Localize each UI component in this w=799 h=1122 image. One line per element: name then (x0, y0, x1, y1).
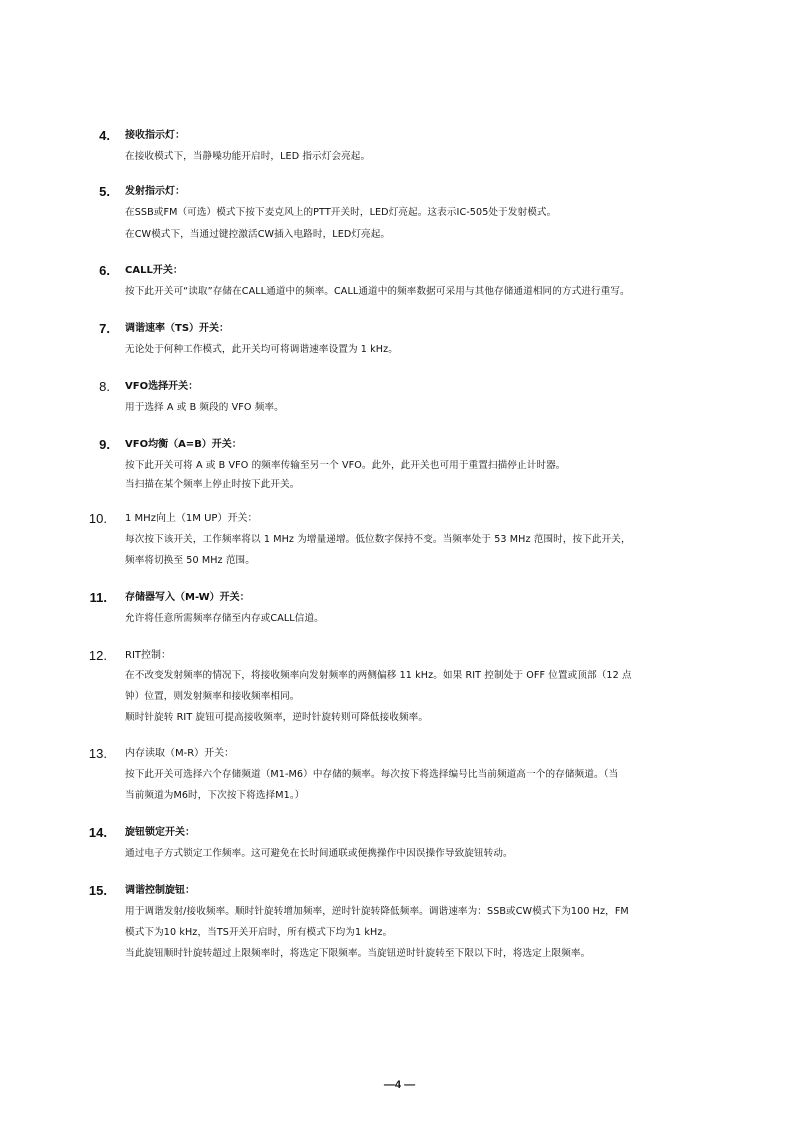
section-text-line: 当此旋钮顺时针旋转超过上限频率时，将选定下限频率。当旋钮逆时针旋转至下限以下时，将选定上限频率。 (125, 948, 591, 959)
section-title: 内存读取（M-R）开关： (125, 748, 235, 759)
section-text-line: 频率将切换至 50 MHz 范围。 (125, 555, 255, 566)
section-number: 12. (88, 648, 107, 663)
section-text-line: 在SSB或FM（可选）模式下按下麦克风上的PTT开关时，LED灯亮起。这表示IC-505处于发射模式。 (125, 207, 557, 218)
section-number: 11. (89, 590, 107, 605)
section-text-line: 按下此开关可“读取”存储在CALL通道中的频率。CALL通道中的频率数据可采用与其他存储通道相同的方式进行重写。 (125, 286, 630, 297)
section-number: 14. (88, 825, 107, 840)
section-number: 6. (99, 263, 110, 278)
section-text-line: 通过电子方式锁定工作频率。这可避免在长时间通联或便携操作中因误操作导致旋钮转动。 (125, 848, 513, 859)
section-number: 5. (99, 184, 110, 199)
section-number: 9. (99, 437, 110, 452)
section-number: 8. (99, 379, 110, 394)
section-text-line: 当前频道为M6时，下次按下将选择M1。） (125, 790, 305, 801)
section-text-line: 钟）位置，则发射频率和接收频率相同。 (125, 691, 300, 702)
section-title: 调谐控制旋钮： (125, 885, 195, 896)
section-title: 旋钮锁定开关： (125, 827, 195, 838)
section-title: VFO选择开关： (125, 381, 199, 392)
section-text-line: 允许将任意所需频率存储至内存或CALL信道。 (125, 613, 324, 624)
section-title: 存储器写入（M-W）开关： (125, 592, 250, 603)
section-title: 发射指示灯： (125, 186, 185, 197)
section-title: RIT控制： (125, 650, 172, 661)
section-title: 接收指示灯： (125, 130, 185, 141)
section-text-line: 在不改变发射频率的情况下，将接收频率向发射频率的两侧偏移 11 kHz。如果 RIT 控制处于 OFF 位置或顶部（12 点 (125, 670, 632, 681)
section-text-line: 每次按下该开关，工作频率将以 1 MHz 为增量递增。低位数字保持不变。当频率处于 53 MHz 范围时，按下此开关， (125, 534, 631, 545)
section-text-line: 按下此开关可将 A 或 B VFO 的频率传输至另一个 VFO。此外，此开关也可用于重置扫描停止计时器。 (125, 460, 566, 471)
section-number: 4. (99, 128, 110, 143)
section-number: 15. (88, 883, 107, 898)
section-text-line: 按下此开关可选择六个存储频道（M1-M6）中存储的频率。每次按下将选择编号比当前频道高一个的存储频道。（当 (125, 769, 619, 780)
section-title: VFO均衡（A=B）开关： (125, 439, 242, 450)
section-text-line: 无论处于何种工作模式，此开关均可将调谐速率设置为 1 kHz。 (125, 344, 398, 355)
section-title: CALL开关： (125, 265, 183, 276)
section-text-line: 当扫描在某个频率上停止时按下此开关。 (125, 479, 300, 490)
section-number: 10. (88, 511, 107, 526)
section-text-line: 顺时针旋转 RIT 旋钮可提高接收频率，逆时针旋转则可降低接收频率。 (125, 712, 429, 723)
section-text-line: 用于调谐发射/接收频率。顺时针旋转增加频率，逆时针旋转降低频率。调谐速率为：SSB或CW模式下为100 Hz，FM (125, 906, 629, 917)
section-title: 1 MHz向上（1M UP）开关： (125, 513, 258, 524)
section-number: 13. (88, 746, 107, 761)
page-number: —4 — (383, 1079, 416, 1091)
section-text-line: 在CW模式下，当通过键控激活CW插入电路时，LED灯亮起。 (125, 229, 391, 240)
section-text-line: 用于选择 A 或 B 频段的 VFO 频率。 (125, 402, 284, 413)
section-title: 调谐速率（TS）开关： (125, 323, 230, 334)
section-text-line: 在接收模式下，当静噪功能开启时，LED 指示灯会亮起。 (125, 151, 371, 162)
section-number: 7. (99, 321, 110, 336)
section-text-line: 模式下为10 kHz，当TS开关开启时，所有模式下均为1 kHz。 (125, 927, 393, 938)
